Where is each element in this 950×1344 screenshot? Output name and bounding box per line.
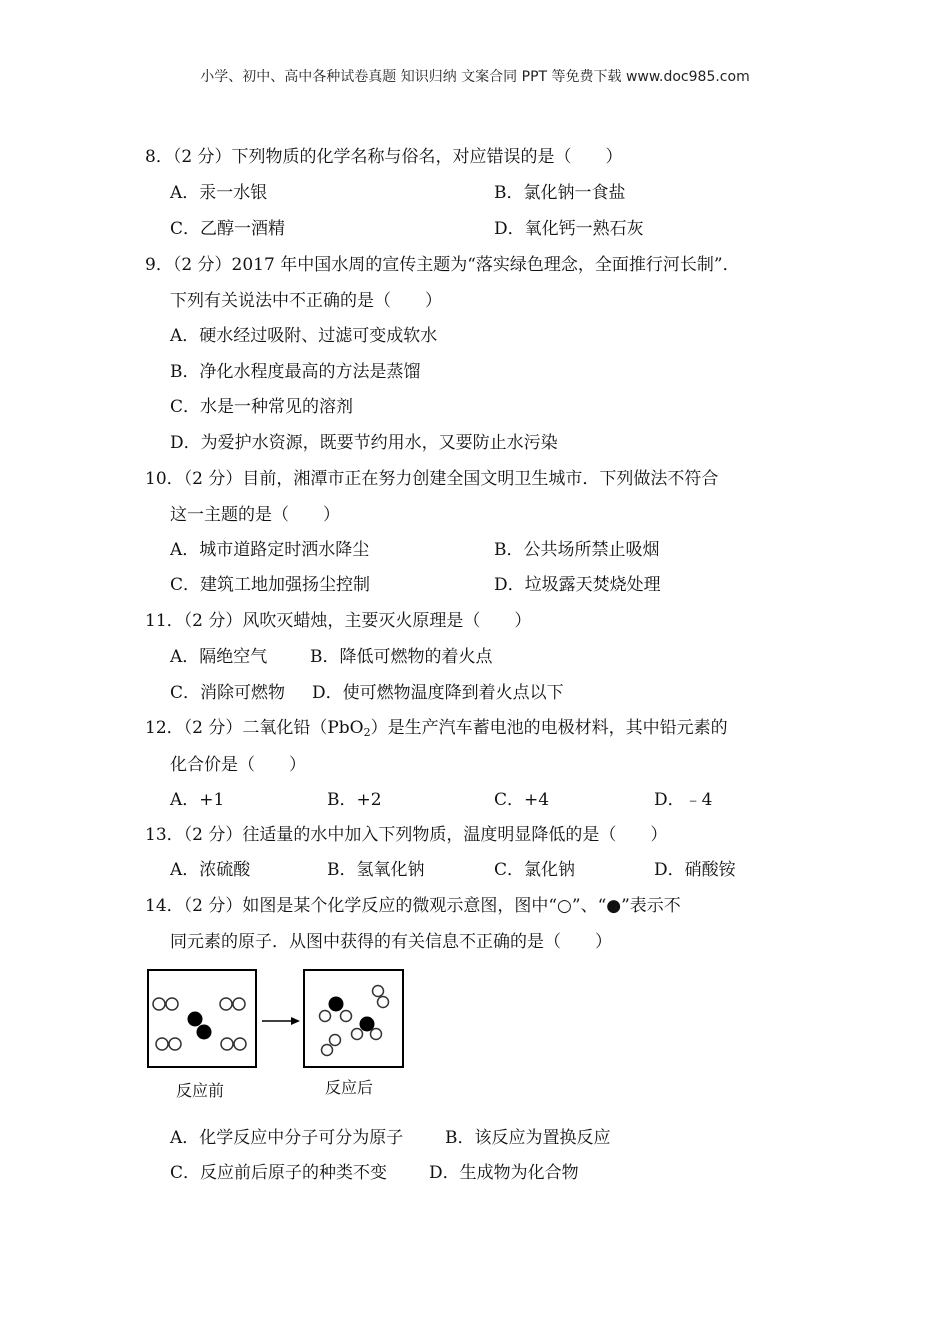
white-atom [156, 1038, 168, 1050]
white-atom [352, 1029, 363, 1040]
black-atom [188, 1012, 203, 1027]
q13-option-d: D．硝酸铵 [654, 860, 736, 880]
q12-stem-post: ）是生产汽车蓄电池的电极材料，其中铅元素的 [370, 718, 728, 738]
q9-option-a: A．硬水经过吸附、过滤可变成软水 [170, 326, 438, 346]
q12-option-a: A．+1 [170, 790, 225, 810]
q13-option-a: A．浓硫酸 [170, 860, 251, 880]
q8-stem: 8．（2 分）下列物质的化学名称与俗名，对应错误的是（ ） [145, 147, 623, 167]
white-atom [166, 998, 178, 1010]
q13-option-b: B．氢氧化钠 [327, 860, 425, 880]
q13-option-c: C．氯化钠 [494, 860, 576, 880]
white-atom [234, 1038, 246, 1050]
caption-after: 反应后 [325, 1078, 374, 1097]
black-atom [197, 1025, 212, 1040]
q12-subscript: 2 [363, 726, 371, 739]
q9-option-b: B．净化水程度最高的方法是蒸馏 [170, 362, 421, 382]
white-atom [378, 997, 389, 1008]
black-atom [360, 1017, 375, 1032]
q10-option-a: A．城市道路定时洒水降尘 [170, 540, 370, 560]
black-atom [329, 997, 344, 1012]
q10-stem-line1: 10．（2 分）目前，湘潭市正在努力创建全国文明卫生城市．下列做法不符合 [145, 469, 719, 489]
q10-stem-line2: 这一主题的是（ ） [170, 505, 340, 525]
q8-option-a: A．汞一水银 [170, 183, 268, 203]
white-atom [330, 1035, 341, 1046]
q9-option-d: D．为爱护水资源，既要节约用水，又要防止水污染 [170, 433, 558, 453]
q10-option-d: D．垃圾露天焚烧处理 [494, 575, 661, 595]
q8-option-b: B．氯化钠一食盐 [494, 183, 626, 203]
q11-option-a: A．隔绝空气 [170, 647, 268, 667]
q14-option-d: D．生成物为化合物 [429, 1163, 579, 1183]
q11-stem: 11．（2 分）风吹灭蜡烛，主要灭火原理是（ ） [145, 611, 532, 631]
q9-stem-line2: 下列有关说法中不正确的是（ ） [170, 291, 442, 311]
q12-stem-line2: 化合价是（ ） [170, 755, 306, 775]
q10-option-b: B．公共场所禁止吸烟 [494, 540, 660, 560]
white-atom [320, 1011, 331, 1022]
white-atom [153, 998, 165, 1010]
reaction-arrow [262, 1017, 300, 1025]
white-atom [220, 998, 232, 1010]
q12-option-c: C．+4 [494, 790, 550, 810]
q14-option-b: B．该反应为置换反应 [445, 1128, 611, 1148]
q14-option-a: A．化学反应中分子可分为原子 [170, 1128, 404, 1148]
q12-option-d: D．﹣4 [654, 790, 713, 810]
q8-option-c: C．乙醇一酒精 [170, 219, 286, 239]
q8-option-d: D．氧化钙一熟石灰 [494, 219, 644, 239]
white-atom [373, 986, 384, 997]
white-atom [169, 1038, 181, 1050]
q10-option-c: C．建筑工地加强扬尘控制 [170, 575, 371, 595]
white-atom [371, 1029, 382, 1040]
page-header: 小学、初中、高中各种试卷真题 知识归纳 文案合同 PPT 等免费下载 www.doc985.com [200, 69, 750, 85]
q13-stem: 13．（2 分）往适量的水中加入下列物质，温度明显降低的是（ ） [145, 825, 668, 845]
caption-before: 反应前 [176, 1081, 225, 1100]
q14-option-c: C．反应前后原子的种类不变 [170, 1163, 388, 1183]
q9-stem-line1: 9．（2 分）2017 年中国水周的宣传主题为“落实绿色理念，全面推行河长制”． [145, 255, 740, 275]
q11-option-b: B．降低可燃物的着火点 [310, 647, 493, 667]
white-atom [233, 998, 245, 1010]
white-atom [221, 1038, 233, 1050]
q11-option-d: D．使可燃物温度降到着火点以下 [312, 683, 564, 703]
q11-option-c: C．消除可燃物 [170, 683, 286, 703]
white-atom [322, 1045, 333, 1056]
q12-stem-pre: 12．（2 分）二氧化铅（PbO [145, 718, 364, 738]
after-box [304, 970, 403, 1067]
q14-stem-line1: 14．（2 分）如图是某个化学反应的微观示意图，图中“○”、“●”表示不 [145, 896, 681, 916]
q12-option-b: B．+2 [327, 790, 382, 810]
q14-stem-line2: 同元素的原子．从图中获得的有关信息不正确的是（ ） [170, 932, 612, 952]
white-atom [341, 1011, 352, 1022]
q9-option-c: C．水是一种常见的溶剂 [170, 397, 354, 417]
